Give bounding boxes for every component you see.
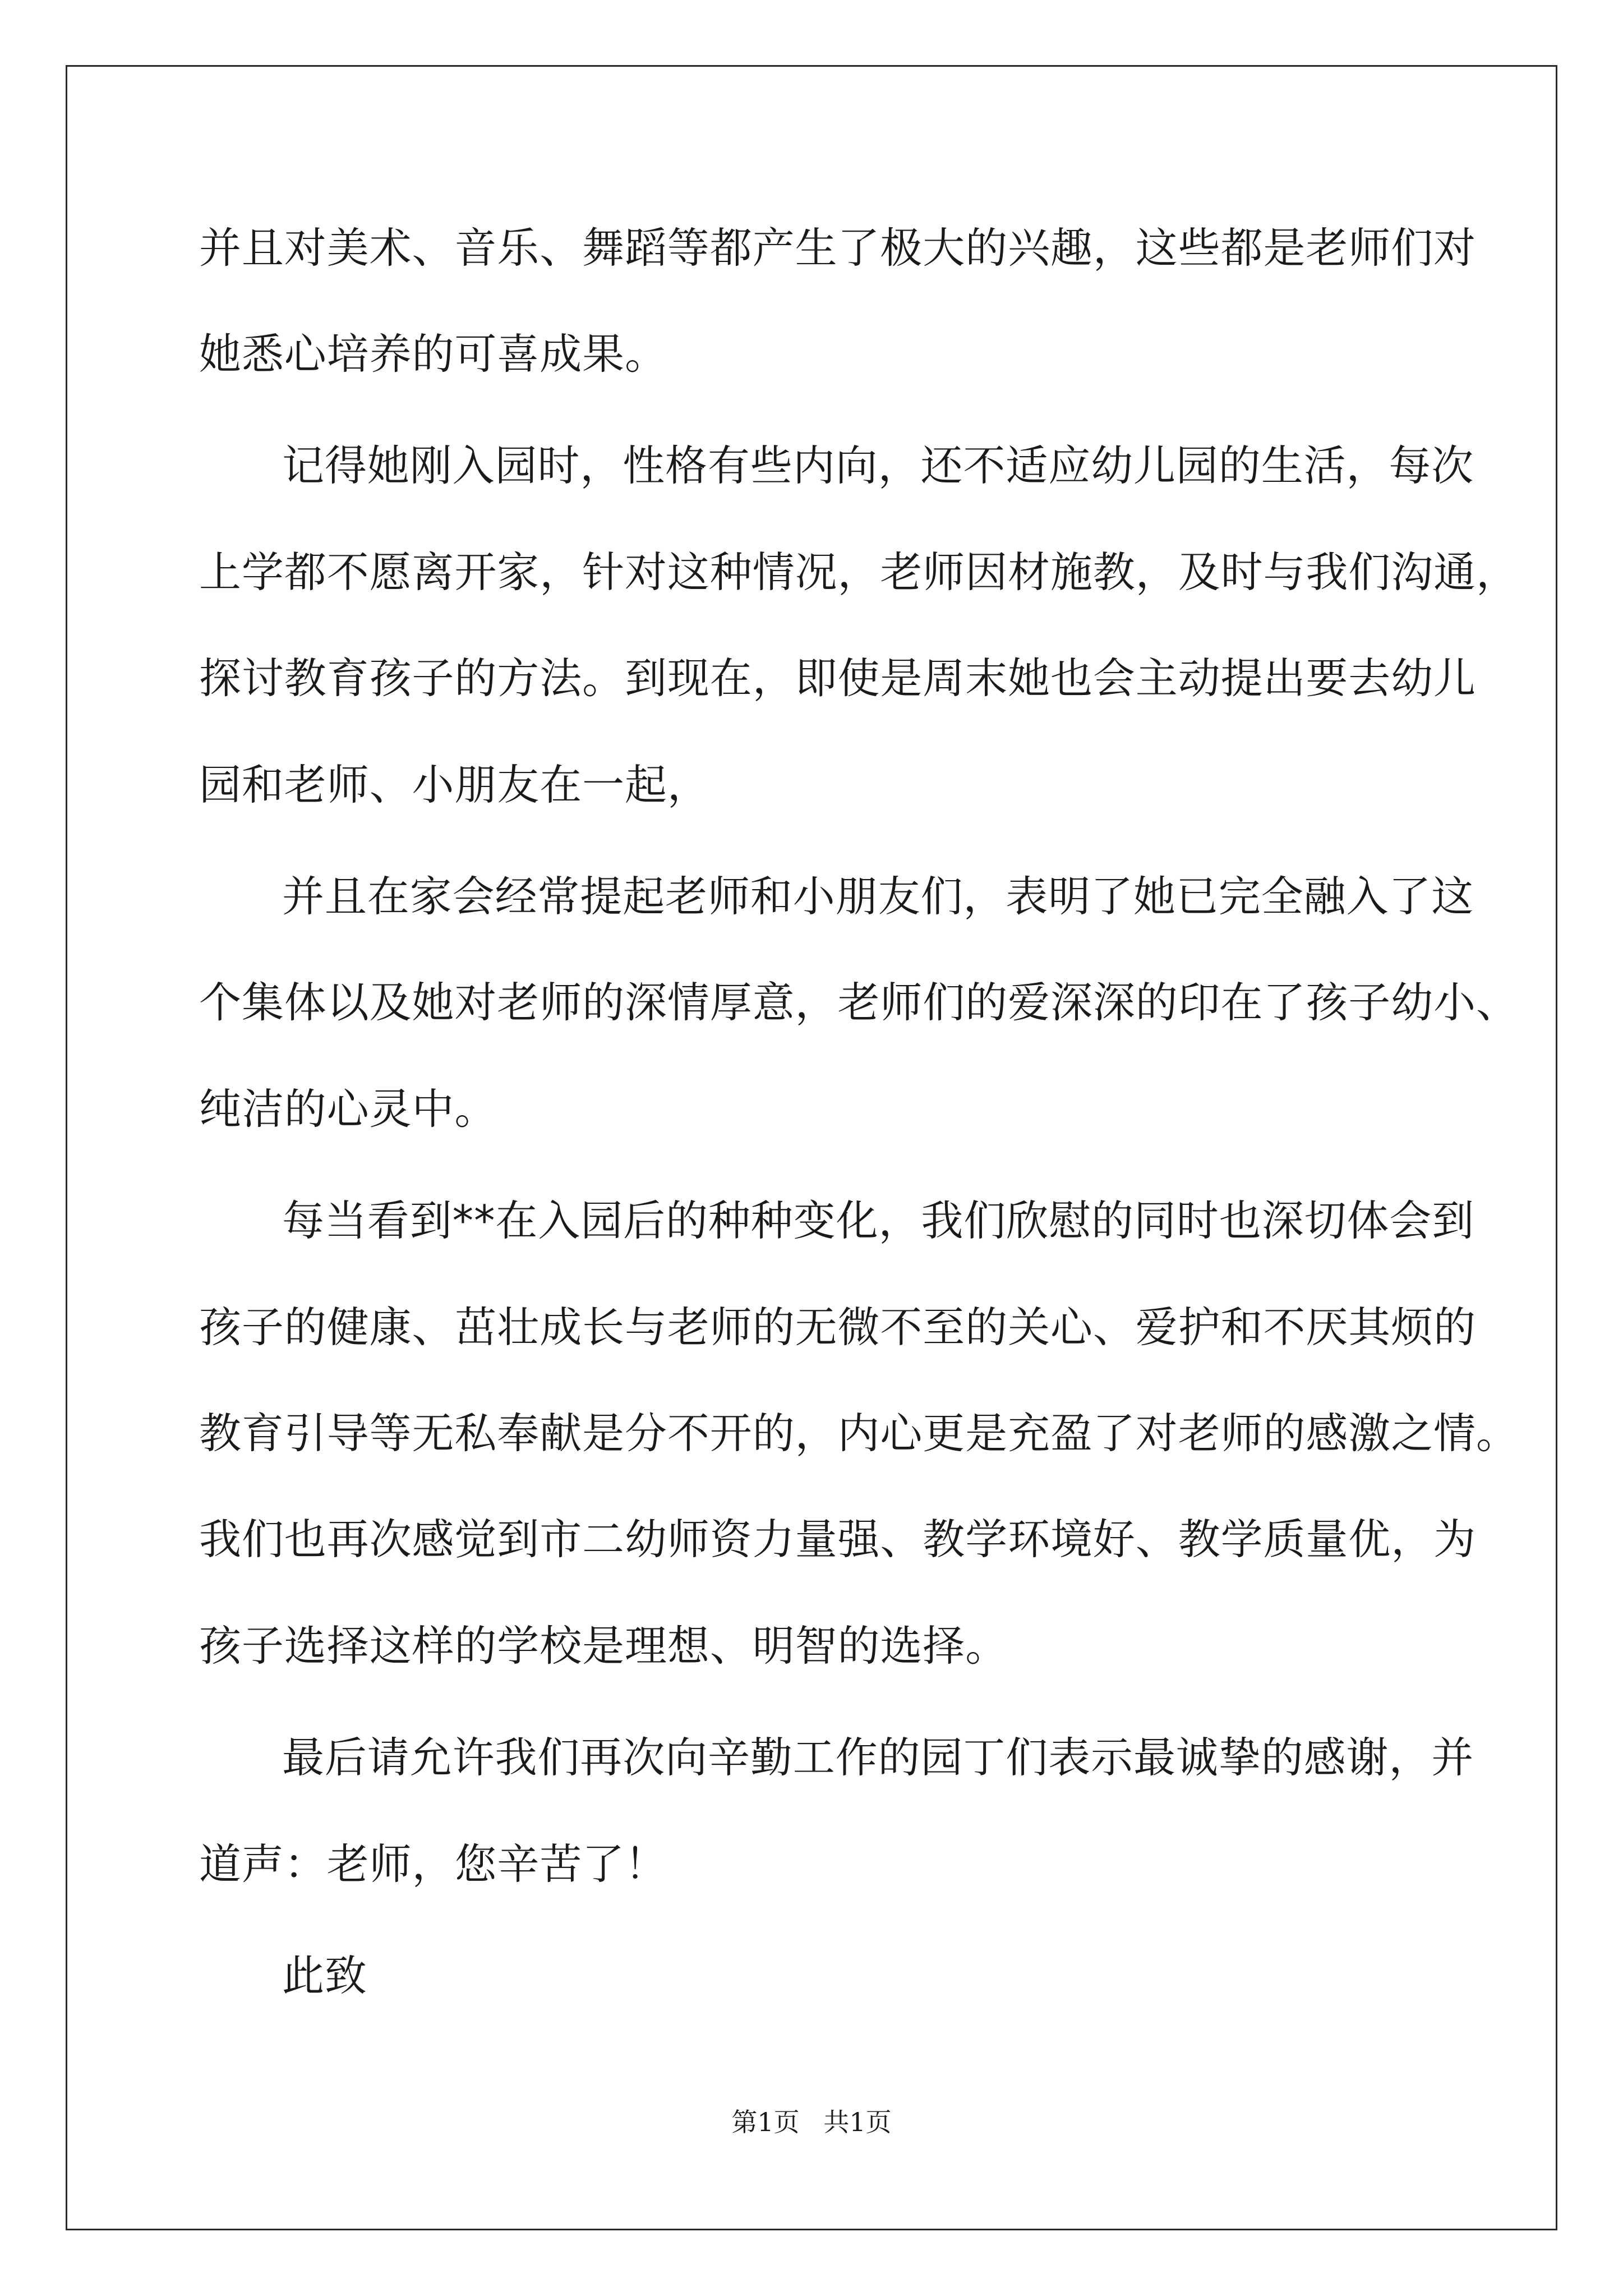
text-line: 园和老师、小朋友在一起， (199, 760, 710, 809)
text-line: 教育引导等无私奉献是分不开的，内心更是充盈了对老师的感激之情。 (199, 1409, 1519, 1458)
text-line: 记得她刚入园时，性格有些内向，还不适应幼儿园的生活，每次 (282, 441, 1474, 490)
text-line: 孩子选择这样的学校是理想、明智的选择。 (199, 1621, 1008, 1671)
page-number: 第1页 (731, 2107, 800, 2137)
text-line: 并且对美术、音乐、舞蹈等都产生了极大的兴趣，这些都是老师们对 (199, 223, 1477, 273)
page-footer (0, 2105, 1623, 2139)
text-line: 最后请允许我们再次向辛勤工作的园丁们表示最诚挚的感谢，并 (282, 1733, 1474, 1782)
text-line: 她悉心培养的可喜成果。 (199, 329, 667, 379)
text-line: 我们也再次感觉到市二幼师资力量强、教学环境好、教学质量优，为 (199, 1515, 1477, 1564)
text-line: 孩子的健康、茁壮成长与老师的无微不至的关心、爱护和不厌其烦的 (199, 1303, 1477, 1352)
text-line: 每当看到**在入园后的种种变化，我们欣慰的同时也深切体会到 (282, 1196, 1475, 1245)
text-line: 道声：老师，您辛苦了！ (199, 1839, 667, 1889)
page-total: 共1页 (823, 2107, 892, 2137)
text-line: 此致 (282, 1951, 367, 2000)
page-border (66, 65, 1557, 2230)
text-line: 探讨教育孩子的方法。到现在，即使是周末她也会主动提出要去幼儿 (199, 654, 1477, 703)
text-line: 上学都不愿离开家，针对这种情况，老师因材施教，及时与我们沟通， (199, 547, 1519, 597)
text-line: 纯洁的心灵中。 (199, 1084, 497, 1134)
text-line: 个集体以及她对老师的深情厚意，老师们的爱深深的印在了孩子幼小、 (199, 978, 1519, 1027)
text-line: 并且在家会经常提起老师和小朋友们，表明了她已完全融入了这 (282, 872, 1474, 921)
